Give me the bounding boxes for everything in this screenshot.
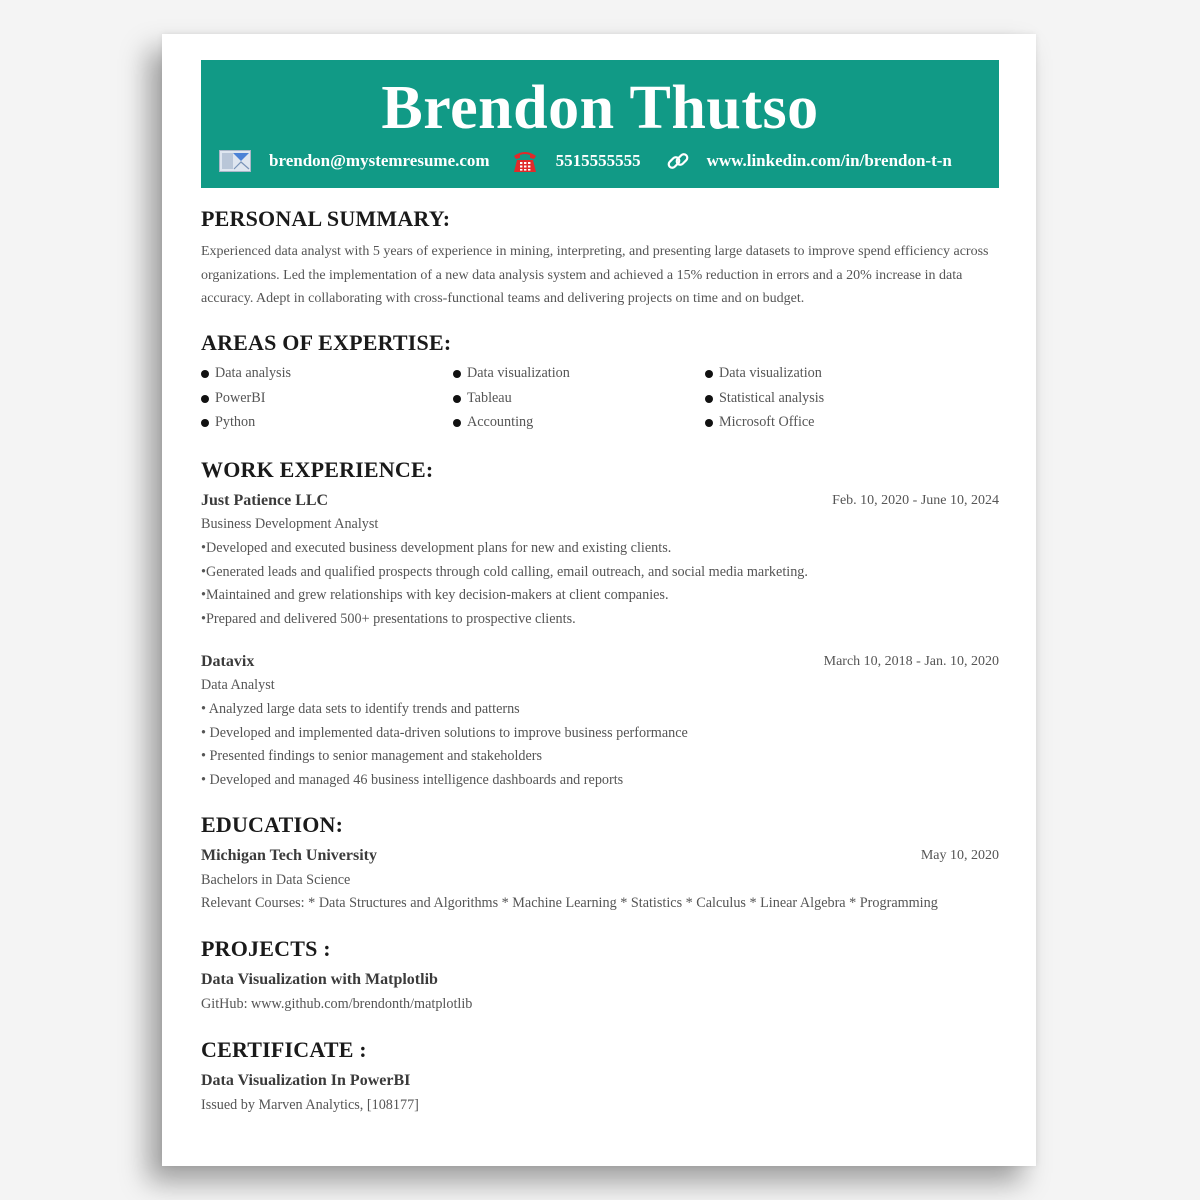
work-heading: WORK EXPERIENCE:	[201, 457, 434, 482]
graduation-date: May 10, 2020	[920, 848, 999, 863]
job-bullet: •Developed and executed business development plans for new and existing clients.	[201, 540, 672, 556]
contact-bar	[219, 146, 952, 176]
expertise-item: Data analysis	[201, 365, 291, 382]
bullet-dot	[453, 419, 461, 427]
bullet-dot	[453, 395, 461, 403]
job-title: Data Analyst	[201, 677, 275, 693]
job-bullet: •Maintained and grew relationships with key decision-makers at client companies.	[201, 587, 669, 603]
bullet-dot	[201, 419, 209, 427]
job-bullet: •Generated leads and qualified prospects through cold calling, email outreach, and social media marketing.	[201, 564, 808, 580]
bullet-dot	[201, 370, 209, 378]
job-bullet: • Analyzed large data sets to identify trends and patterns	[201, 701, 520, 717]
expertise-item: Accounting	[453, 414, 533, 431]
linkedin-link[interactable]: www.linkedin.com/in/brendon-t-n	[706, 151, 952, 170]
bullet-dot	[705, 370, 713, 378]
job-bullet: • Developed and managed 46 business intelligence dashboards and reports	[201, 772, 624, 788]
expertise-item: PowerBI	[201, 390, 265, 407]
projects-heading: PROJECTS :	[201, 936, 331, 961]
expertise-item: Microsoft Office	[705, 414, 814, 431]
candidate-name: Brendon Thutso	[381, 74, 819, 142]
job-dates: March 10, 2018 - Jan. 10, 2020	[823, 654, 999, 669]
expertise-item: Tableau	[453, 390, 512, 407]
project-link[interactable]: GitHub: www.github.com/brendonth/matplotlib	[201, 996, 473, 1012]
company-name: Datavix	[201, 653, 255, 670]
certificate-heading: CERTIFICATE :	[201, 1037, 367, 1062]
school-name: Michigan Tech University	[201, 847, 378, 864]
education-heading: EDUCATION:	[201, 812, 344, 837]
bullet-dot	[453, 370, 461, 378]
summary-heading: PERSONAL SUMMARY:	[201, 206, 451, 231]
summary-text: Experienced data analyst with 5 years of experience in mining, interpreting, and presenting large datasets to improve spend efficiency across organizations. Led the implementation of a new data analysis system and achieved a 15% reduction in errors and a 20% increase in data accuracy. Adept in collaborating with cross-functional teams and delivering projects on time and on budget.	[201, 244, 989, 306]
expertise-item: Data visualization	[453, 365, 570, 382]
company-name: Just Patience LLC	[201, 492, 329, 509]
bullet-dot	[201, 395, 209, 403]
job-bullet: • Developed and implemented data-driven solutions to improve business performance	[201, 725, 688, 741]
relevant-courses: Relevant Courses: * Data Structures and Algorithms * Machine Learning * Statistics * Calculus * Linear Algebra * Programming	[201, 895, 938, 911]
resume-page	[162, 34, 1036, 1166]
certificate-issuer: Issued by Marven Analytics, [108177]	[201, 1097, 419, 1113]
degree: Bachelors in Data Science	[201, 872, 351, 888]
job-bullet: • Presented findings to senior management and stakeholders	[201, 748, 543, 764]
expertise-item: Data visualization	[705, 365, 822, 382]
expertise-item: Python	[201, 414, 255, 431]
job-dates: Feb. 10, 2020 - June 10, 2024	[832, 493, 999, 508]
job-bullet: •Prepared and delivered 500+ presentations to prospective clients.	[201, 611, 576, 627]
expertise-item: Statistical analysis	[705, 390, 824, 407]
envelope-icon	[219, 150, 251, 172]
resume-header	[201, 60, 999, 188]
bullet-dot	[705, 419, 713, 427]
telephone-icon	[512, 148, 538, 174]
job-title: Business Development Analyst	[201, 516, 379, 532]
bullet-dot	[705, 395, 713, 403]
email-link[interactable]: brendon@mystemresume.com	[269, 151, 490, 170]
expertise-heading: AREAS OF EXPERTISE:	[201, 330, 452, 355]
project-title: Data Visualization with Matplotlib	[201, 971, 438, 988]
phone-number[interactable]: 5515555555	[555, 151, 641, 170]
certificate-title: Data Visualization In PowerBI	[201, 1072, 411, 1089]
link-icon	[665, 148, 691, 174]
